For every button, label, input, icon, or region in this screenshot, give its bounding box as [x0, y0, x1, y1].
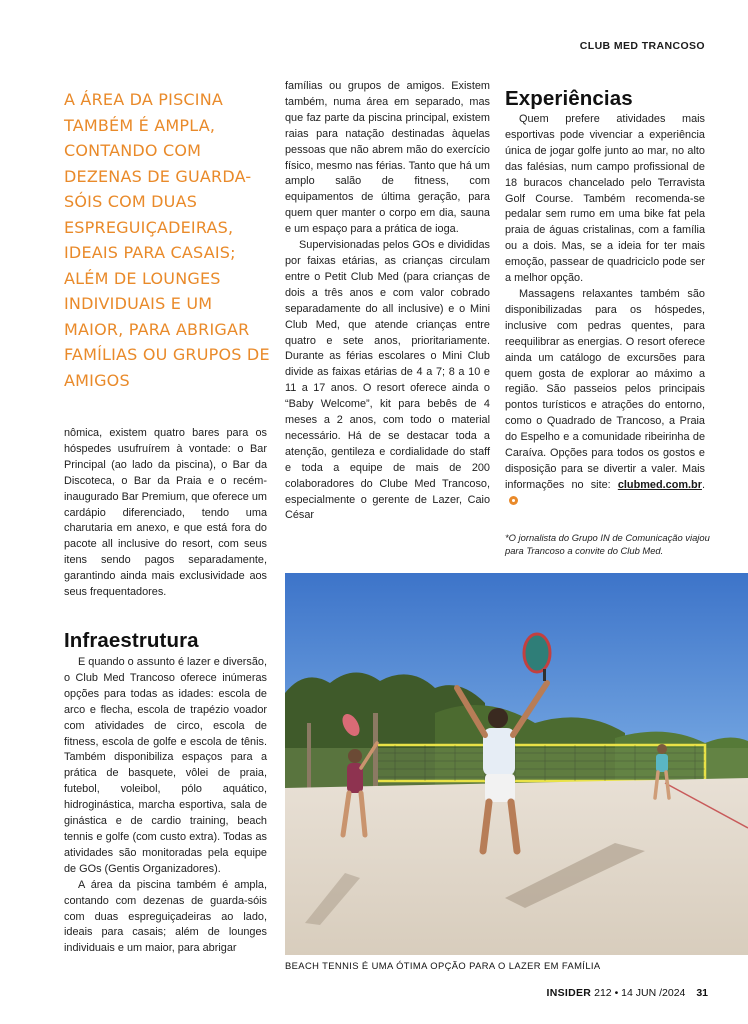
link-suffix: . — [701, 478, 705, 491]
section-heading-experiencias: Experiências — [505, 87, 633, 110]
column-2 — [285, 79, 490, 524]
page-number: 31 — [696, 987, 708, 999]
page-footer — [546, 987, 708, 999]
circle-end-icon — [509, 496, 518, 505]
column-3 — [505, 112, 705, 510]
website-link[interactable]: clubmed.com.br — [617, 478, 702, 491]
issue-date: 14 JUN /2024 — [621, 987, 686, 999]
paragraph: Supervisionadas pelos GOs e divididas por faixas etárias, as crianças circulam entre o Petit Club Med (para crianças de dois a três anos e com valor cobrado separadamente do all inclusive) e o Mini Club Med, que atende crianças entre quatro e sete anos, prioritariamente. Durante as férias escolares o Mini Club divide as faixas etárias de 4 a 7; 8 a 10 e 11 a 17 anos. O resort oferece ainda o “Baby Welcome”, kit para bebês de 4 meses a 2 anos, com todo o material necessário. Há de se destacar toda a atenção, gentileza e cordialidade do staff e toda a equipe de mais de 200 colaboradores do Clube Med Trancoso, especialmente o gerente de Lazer, Caio César — [285, 239, 490, 522]
magazine-name: INSIDER — [546, 987, 592, 999]
column-1-bottom — [64, 655, 267, 957]
column-1-top — [64, 426, 267, 601]
footnote: *O jornalista do Grupo IN de Comunicação viajou para Trancoso a convite do Club Med. — [505, 532, 710, 556]
paragraph-with-link — [505, 287, 705, 510]
paragraph: Quem prefere atividades mais esportivas pode vivenciar a experiência única de jogar golfe junto ao mar, no alto das falésias, num campo profissional de 18 buracos chancelado pelo Terravista Golf Course. Também recomenda-se pedalar sem rumo em uma bike fat pela praia de águas cristalinas, com a família ou a dois. Mas, se a ideia for ter mais emoção, passear de quadriciclo pode ser a melhor opção. — [505, 113, 705, 285]
photo-illustration — [285, 573, 748, 955]
section-header: CLUB MED TRANCOSO — [579, 40, 705, 52]
section-heading-infraestrutura: Infraestrutura — [64, 629, 199, 652]
beach-tennis-photo — [285, 573, 748, 955]
paragraph: E quando o assunto é lazer e diversão, o Club Med Trancoso oferece inúmeras opções para todas as idades: escola de arco e flecha, escola de trapézio voador com atividades de circo, escola de fitness, escola de golfe e escola de tênis. Também disponibiliza espaços para a prática de basquete, vôlei de praia, futebol, voleibol, pólo aquático, hidroginástica, marcha esportiva, sala de ginástica e de cardio training, beach tennis e golfe (com custo extra). Todas as atividades são monitoradas pela equipe de GOs (Gentis Organizadores). — [64, 656, 267, 875]
paragraph: A área da piscina também é ampla, contando com dezenas de guarda-sóis com duas espreguiçadeiras ao lado, ideais para casais; além de lounges individuais e um maior, para abrigar — [64, 878, 267, 955]
photo-caption: BEACH TENNIS É UMA ÓTIMA OPÇÃO PARA O LAZER EM FAMÍLIA — [285, 960, 601, 971]
footer-separator: • — [614, 987, 619, 999]
paragraph: nômica, existem quatro bares para os hóspedes usufruírem à vontade: o Bar Principal (ao lado da piscina), o Bar da Discoteca, o Bar da Praia e o recém-inaugurado Bar Premium, que oferece um cardápio diferenciado, tendo uma charutaria em anexo, e que está fora do pacote all inclusive do resort, com seus itens sendo pagos separadamente, garantindo ainda mais exclusividade aos seus frequentadores. — [64, 427, 267, 599]
pullquote: A ÁREA DA PISCINA TAMBÉM É AMPLA, CONTANDO COM DEZENAS DE GUARDA-SÓIS COM DUAS ESPREGUIÇADEIRAS, IDEAIS PARA CASAIS; ALÉM DE LOUNGES INDIVIDUAIS E UM MAIOR, PARA ABRIGAR FAMÍLIAS OU GRUPOS DE AMIGOS — [64, 90, 270, 390]
paragraph: famílias ou grupos de amigos. Existem também, numa área em separado, mas que faz parte da piscina principal, existem raias para natação destinadas àquelas pessoas que não abrem mão do exercício físico, mesmo nas férias. Tanto que há um amplo salão de fitness, com equipamentos de última geração, para quem quer manter o corpo em dia, sauna e um espaço para a prática de ioga. — [285, 80, 490, 236]
paragraph-text: Massagens relaxantes também são disponibilizadas para os hóspedes, inclusive com pedras quentes, para reequilibrar as energias. O resort oferece ainda um catálogo de excursões para quem gosta de explorar ao máximo a região. São passeios pelos principais pontos turísticos e atrações do entorno, como o Quadrado de Trancoso, a Praia do Espelho e a comunidade ribeirinha de Caraíva. Opções para todos os gostos e disposição para se divertir a valer. Mais informações no site: — [505, 287, 705, 491]
issue-number: 212 — [594, 987, 612, 999]
